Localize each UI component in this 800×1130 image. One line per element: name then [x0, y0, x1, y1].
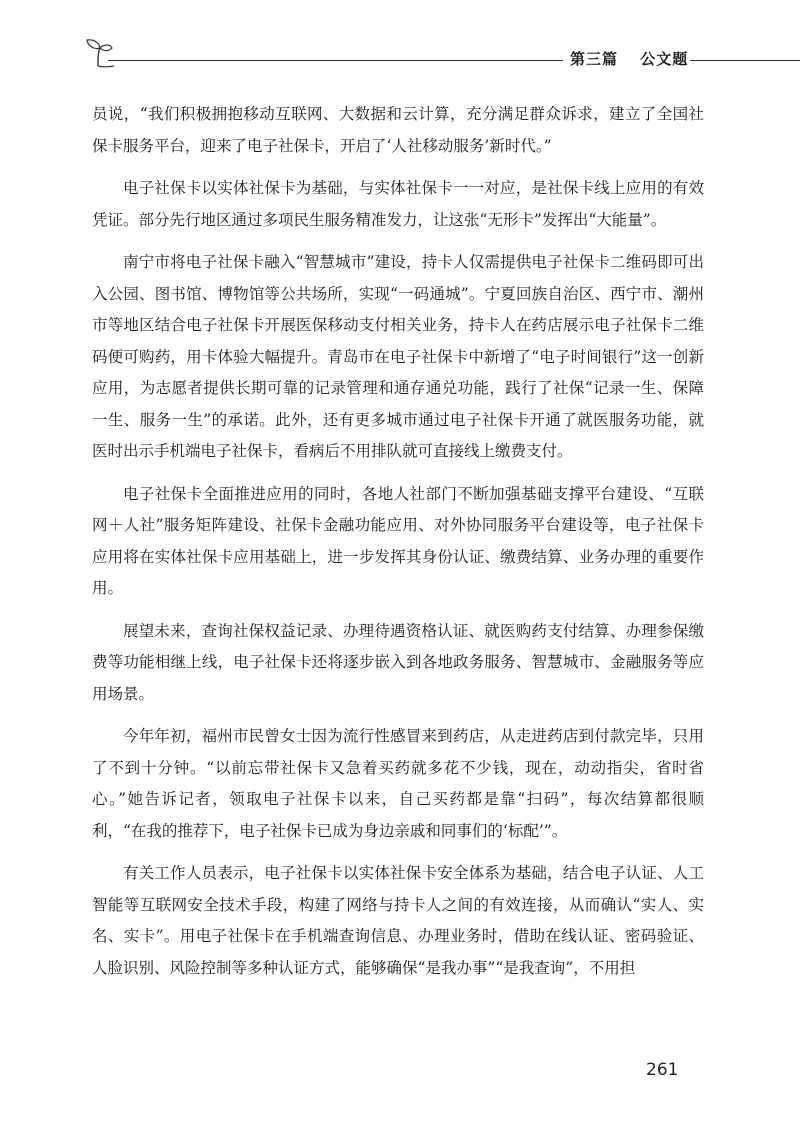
- page-number: 261: [646, 1060, 679, 1080]
- paragraph-1: 员说，“我们积极拥抱移动互联网、大数据和云计算，充分满足群众诉求，建立了全国社保卡服务平台，迎来了电子社保卡，开启了‘人社移动服务’新时代。”: [92, 105, 704, 155]
- header-title: [570, 48, 688, 69]
- paragraph-4: 电子社保卡全面推进应用的同时，各地人社部门不断加强基础支撑平台建设、“互联网＋人社”服务矩阵建设、社保卡金融功能应用、对外协同服务平台建设等，电子社保卡应用将在实体社保卡应用基础上，进一步发挥其身份认证、缴费结算、业务办理的重要作用。: [92, 484, 704, 597]
- paragraph-3: 南宁市将电子社保卡融入“智慧城市”建设，持卡人仅需提供电子社保卡二维码即可出入公园、图书馆、博物馆等公共场所，实现“一码通城”。宁夏回族自治区、西宁市、潮州市等地区结合电子社保卡开展医保移动支付相关业务，持卡人在药店展示电子社保卡二维码便可购药，用卡体验大幅提升。青岛市在电子社保卡中新增了“电子时间银行”这一创新应用，为志愿者提供长期可靠的记录管理和通存通兑功能，践行了社保“记录一生、保障一生、服务一生”的承诺。此外，还有更多城市通过电子社保卡开通了就医服务功能，就医时出示手机端电子社保卡，看病后不用排队就可直接线上缴费支付。: [92, 253, 704, 460]
- paragraph-5: 展望未来，查询社保权益记录、办理待遇资格认证、就医购药支付结算、办理参保缴费等功能相继上线，电子社保卡还将逐步嵌入到各地政务服务、智慧城市、金融服务等应用场景。: [92, 621, 704, 703]
- leaf-ornament-icon: [84, 36, 114, 68]
- running-header: [78, 36, 738, 76]
- paragraph-2: 电子社保卡以实体社保卡为基础，与实体社保卡一一对应，是社保卡线上应用的有效凭证。部分先行地区通过多项民生服务精准发力，让这张“无形卡”发挥出“大能量”。: [92, 179, 704, 229]
- paragraph-6: 今年年初，福州市民曾女士因为流行性感冒来到药店，从走进药店到付款完毕，只用了不到十分钟。“以前忘带社保卡又急着买药就多花不少钱，现在，动动指尖，省时省心。”她告诉记者，领取电子社保卡以来，自己买药都是靠“扫码”，每次结算都很顺利，“在我的推荐下，电子社保卡已成为身边亲戚和同事们的‘标配’”。: [92, 727, 704, 840]
- header-section: 公文题: [640, 50, 689, 68]
- paragraph-7: 有关工作人员表示，电子社保卡以实体社保卡安全体系为基础，结合电子认证、人工智能等互联网安全技术手段，构建了网络与持卡人之间的有效连接，从而确认“实人、实名、实卡”。用电子社保卡在手机端查询信息、办理业务时，借助在线认证、密码验证、人脸识别、风险控制等多种认证方式，能够确保“是我办事”“是我查询”，不用担: [92, 864, 704, 977]
- header-rule-left: [108, 60, 563, 61]
- header-rule-right: [690, 60, 800, 61]
- header-part: 第三篇: [570, 50, 619, 68]
- body-text: [92, 99, 704, 995]
